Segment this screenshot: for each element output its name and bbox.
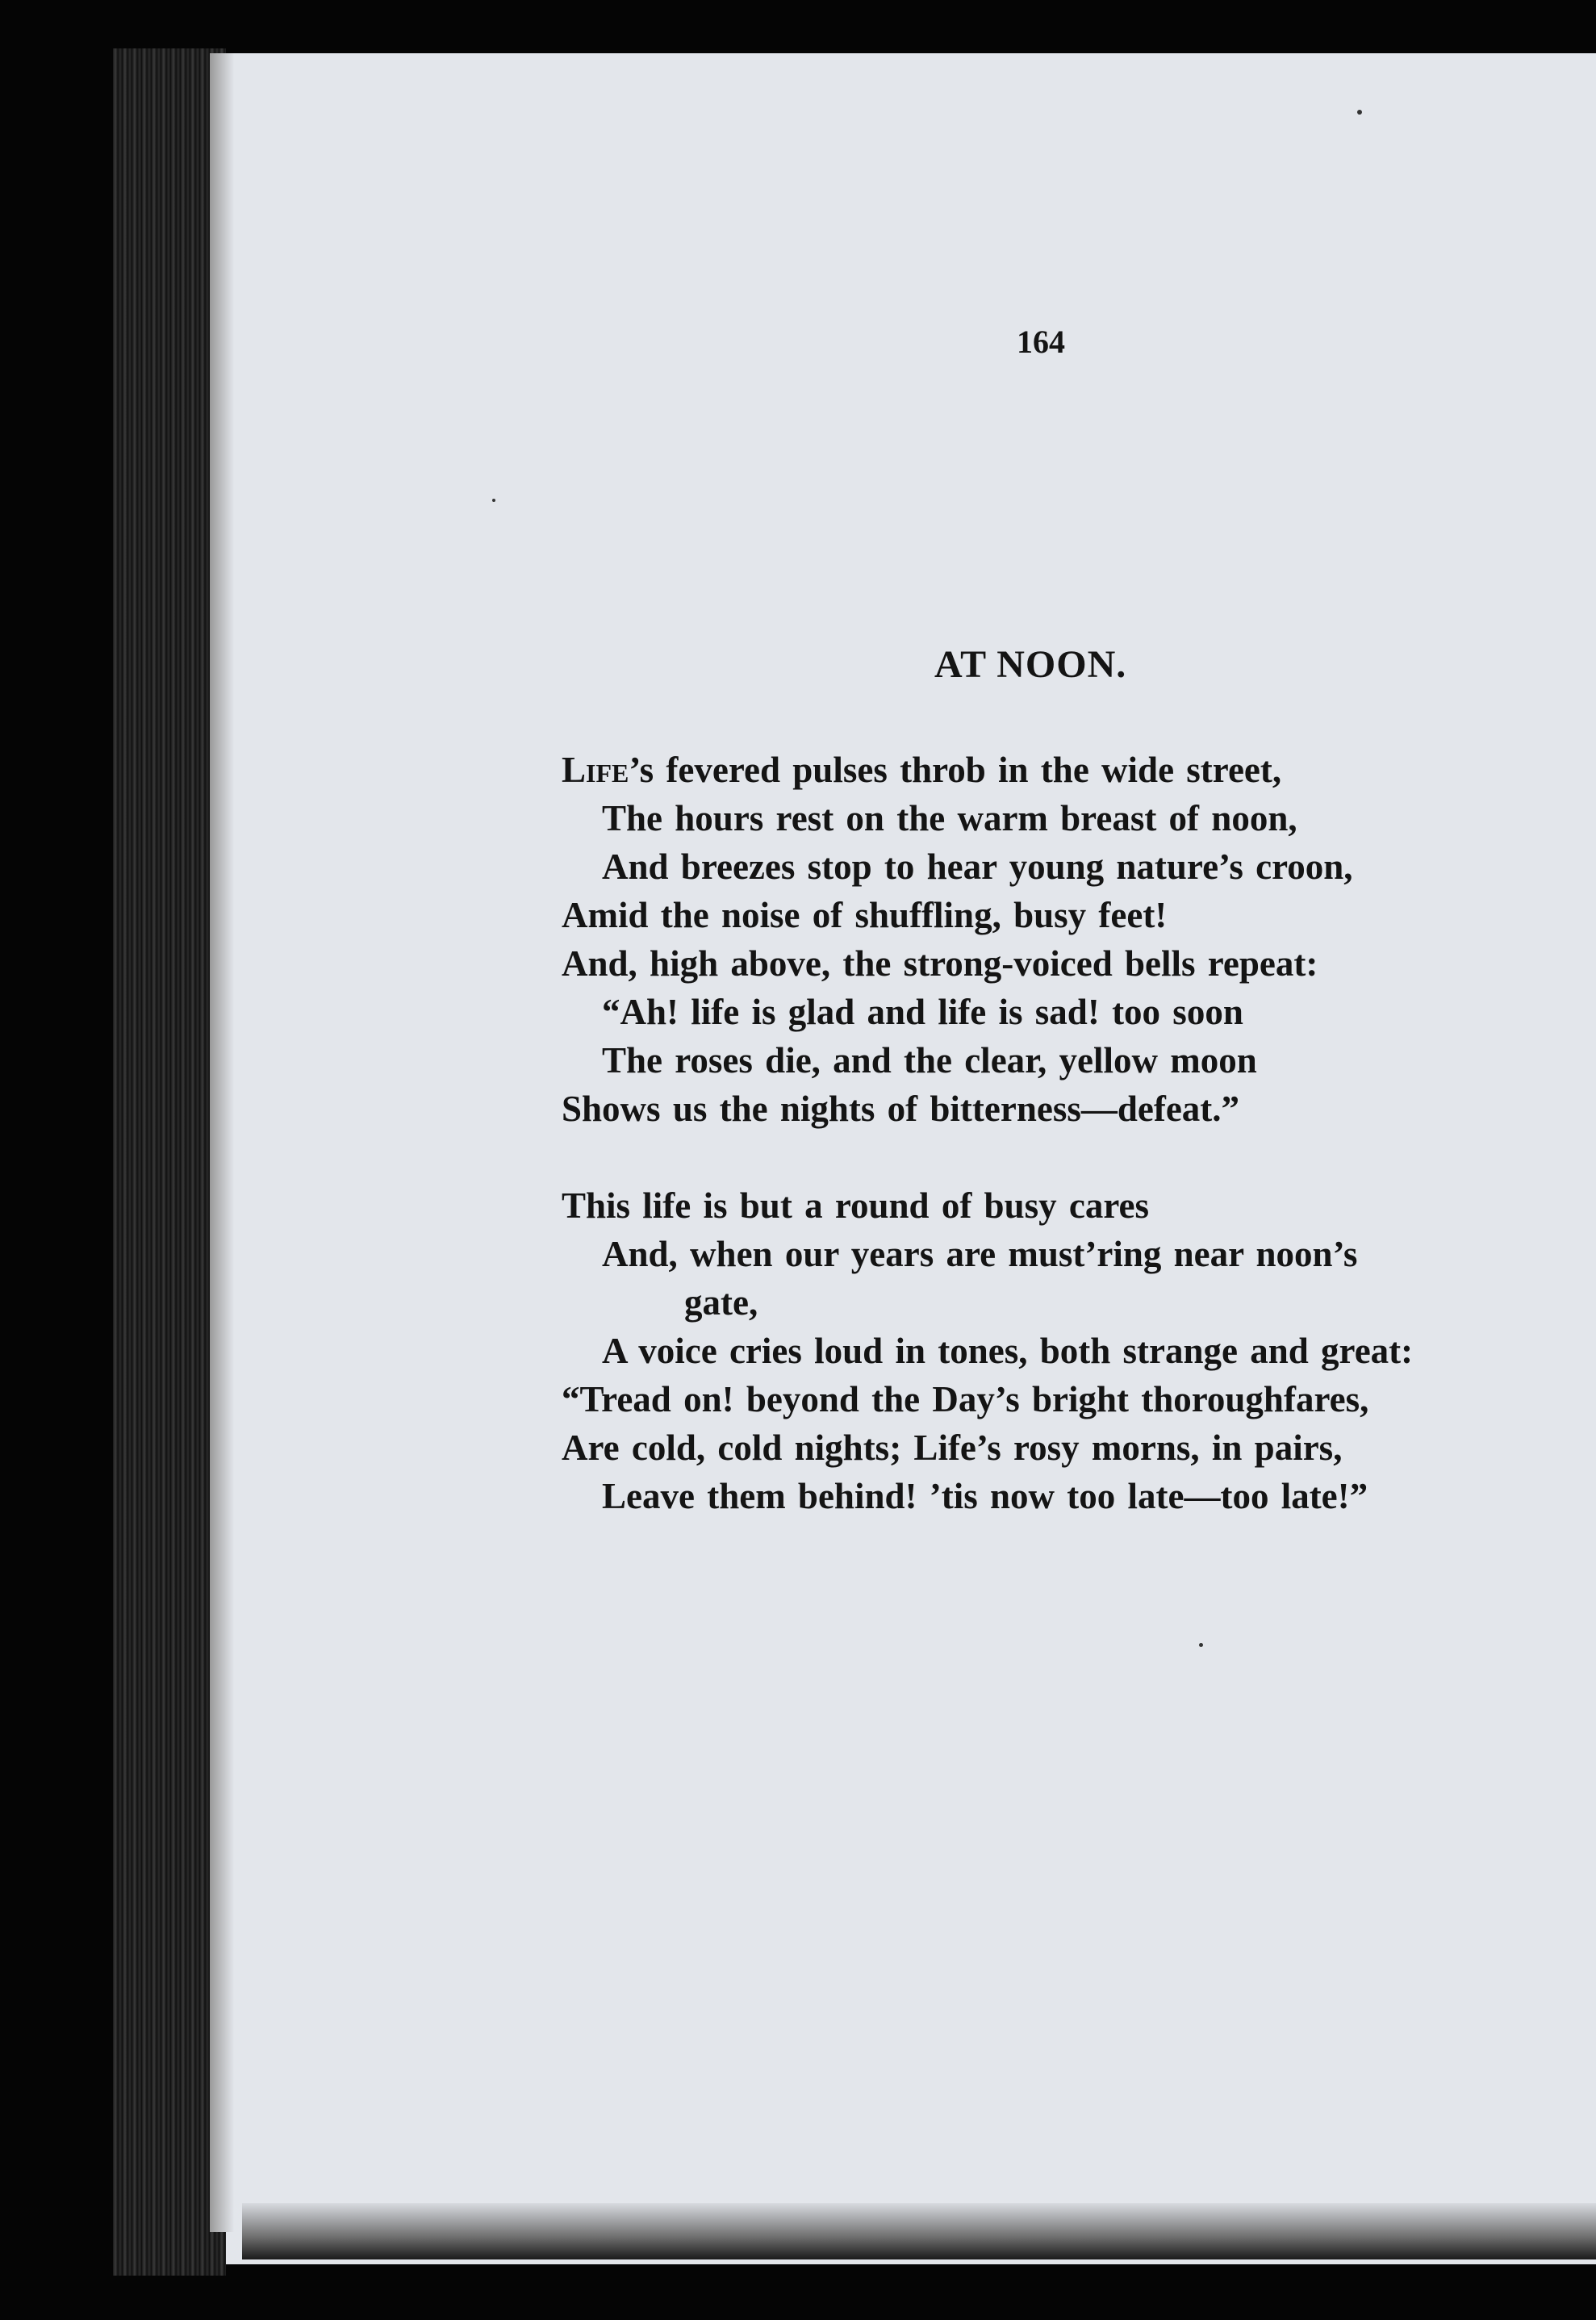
poem-line: And breezes stop to hear young nature’s croon, [602, 846, 1353, 887]
poem-line: Amid the noise of shuffling, busy feet! [562, 895, 1168, 935]
stanza-2 [562, 1181, 1554, 1520]
poem-title: AT NOON. [934, 643, 1127, 686]
poem-line: “Ah! life is glad and life is sad! too soon [602, 992, 1243, 1032]
poem-line: And, when our years are must’ring near noon’s [602, 1234, 1358, 1274]
poem-line: This life is but a round of busy cares [562, 1185, 1149, 1226]
poem-line: Are cold, cold nights; Life’s rosy morns, in pairs, [562, 1428, 1343, 1468]
page-gutter-shadow [210, 53, 234, 2232]
poem-line: And, high above, the strong-voiced bells repeat: [562, 943, 1318, 984]
page-bottom-edge [242, 2203, 1596, 2259]
poem-line: A voice cries loud in tones, both strange and great: [602, 1331, 1414, 1371]
first-word-small-caps: Life [562, 750, 629, 790]
scan-speck [1199, 1643, 1203, 1647]
poem-line: “Tread on! beyond the Day’s bright thoroughfares, [562, 1379, 1369, 1419]
poem-line: The roses die, and the clear, yellow moon [602, 1040, 1257, 1081]
page-number: 164 [1017, 324, 1065, 360]
poem-line: The hours rest on the warm breast of noon, [602, 798, 1297, 838]
scan-speck [1357, 110, 1362, 115]
scan-speck [492, 499, 495, 502]
poem-line: Leave them behind! ’tis now too late—too late!” [602, 1476, 1368, 1516]
poem-line-first [562, 746, 1554, 794]
book-binding-edge [113, 48, 226, 2276]
first-line-rest: ’s fevered pulses throb in the wide street, [629, 750, 1282, 790]
poem-line: Shows us the nights of bitterness—defeat.” [562, 1089, 1240, 1129]
poem-body [562, 746, 1554, 1520]
stanza-1 [562, 746, 1554, 1133]
poem-line: gate, [684, 1282, 758, 1323]
